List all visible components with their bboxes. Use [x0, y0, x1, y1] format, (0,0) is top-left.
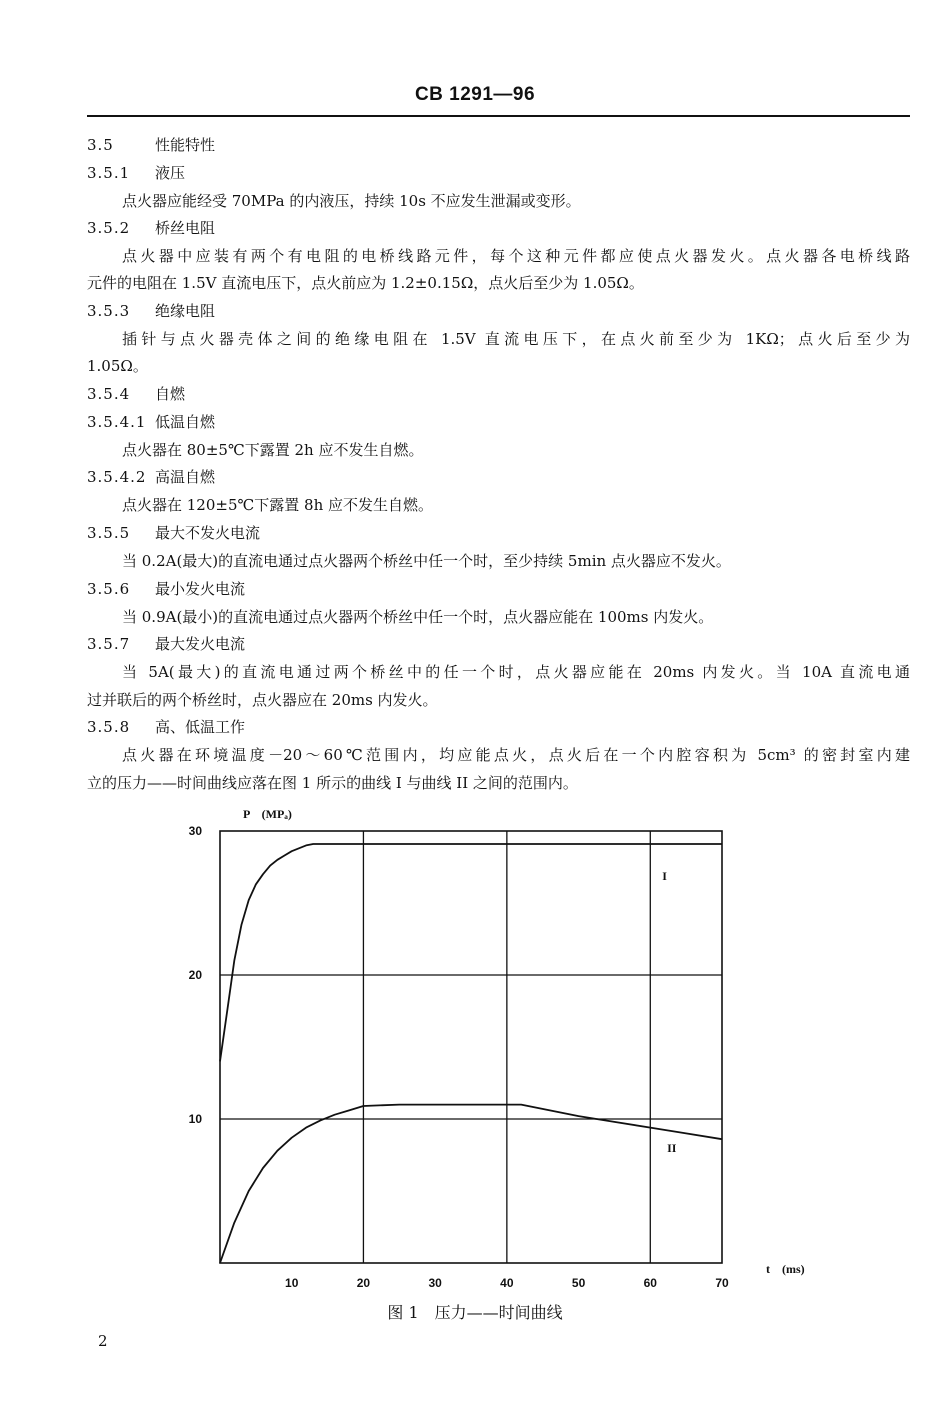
chart-series — [220, 844, 722, 1263]
section-3-5-7-body-line1: 当 5A(最大)的直流电通过两个桥丝中的任一个时，点火器应能在 20ms 内发火。当 10A 直流电通 — [122, 663, 910, 681]
figure-caption: 图 1 压力——时间曲线 — [387, 1303, 563, 1322]
curve-i — [220, 844, 722, 1061]
section-title: 绝缘电阻 — [155, 302, 216, 320]
section-number: 3.5.7 — [87, 635, 131, 653]
section-3-5-3-body-line2: 1.05Ω。 — [87, 357, 148, 375]
section-title: 自燃 — [155, 385, 186, 403]
section-3-5-4-2-body: 点火器在 120±5℃下露置 8h 应不发生自燃。 — [122, 496, 434, 514]
section-title: 最大不发火电流 — [155, 524, 261, 542]
section-3-5-2-body-line2: 元件的电阻在 1.5V 直流电压下，点火前应为 1.2±0.15Ω，点火后至少为 1.05Ω。 — [87, 274, 644, 292]
section-title: 最小发火电流 — [155, 580, 246, 598]
section-3-5-7-body-line2: 过并联后的两个桥丝时，点火器应在 20ms 内发火。 — [87, 691, 438, 709]
section-number: 3.5 — [87, 136, 114, 154]
curve-label-ii: II — [667, 1141, 677, 1156]
section-title: 高温自燃 — [155, 468, 216, 486]
section-title: 桥丝电阻 — [155, 219, 216, 237]
x-tick-label: 10 — [285, 1276, 299, 1290]
x-axis-label: t (ms) — [766, 1262, 805, 1276]
section-3-5-6-body: 当 0.9A(最小)的直流电通过点火器两个桥丝中任一个时，点火器应能在 100ms 内发火。 — [122, 608, 714, 626]
section-number: 3.5.4.1 — [87, 413, 147, 431]
chart-grid — [220, 831, 722, 1263]
standard-code: CB 1291—96 — [414, 84, 536, 105]
section-number: 3.5.4.2 — [87, 468, 147, 486]
y-tick-label: 20 — [188, 968, 202, 982]
section-number: 3.5.2 — [87, 219, 131, 237]
section-number: 3.5.3 — [87, 302, 131, 320]
y-axis-label: P (MPₐ) — [243, 807, 292, 821]
x-tick-label: 40 — [500, 1276, 514, 1290]
section-title: 低温自燃 — [155, 413, 216, 431]
curve-label-i: I — [662, 868, 667, 883]
y-tick-label: 10 — [188, 1112, 202, 1126]
section-3-5-4-1-body: 点火器在 80±5℃下露置 2h 应不发生自燃。 — [122, 441, 424, 459]
section-number: 3.5.6 — [87, 580, 131, 598]
y-tick-label: 30 — [188, 824, 202, 838]
section-number: 3.5.1 — [87, 164, 131, 182]
section-title: 性能特性 — [155, 136, 216, 154]
section-3-5-3-body-line1: 插针与点火器壳体之间的绝缘电阻在 1.5V 直流电压下，在点火前至少为 1KΩ；点火后至少为 — [122, 330, 910, 348]
section-3-5-8-body-line2: 立的压力——时间曲线应落在图 1 所示的曲线 I 与曲线 II 之间的范围内。 — [87, 774, 578, 792]
x-tick-label: 70 — [715, 1276, 729, 1290]
section-title: 最大发火电流 — [155, 635, 246, 653]
page-number: 2 — [98, 1332, 108, 1350]
section-title: 高、低温工作 — [155, 718, 246, 736]
section-number: 3.5.8 — [87, 718, 131, 736]
section-number: 3.5.4 — [87, 385, 131, 403]
section-title: 液压 — [155, 164, 186, 182]
x-tick-label: 50 — [571, 1276, 586, 1290]
x-tick-label: 60 — [643, 1276, 657, 1290]
x-tick-label: 20 — [356, 1276, 371, 1290]
curve-ii — [220, 1105, 722, 1263]
section-3-5-1-body: 点火器应能经受 70MPa 的内液压，持续 10s 不应发生泄漏或变形。 — [122, 192, 581, 210]
section-3-5-8-body-line1: 点火器在环境温度－20～60℃范围内，均应能点火，点火后在一个内腔容积为 5cm³ 的密封室内建 — [122, 746, 910, 764]
plot-frame — [220, 831, 722, 1263]
section-3-5-2-body-line1: 点火器中应装有两个有电阻的电桥线路元件，每个这种元件都应使点火器发火。点火器各电桥线路 — [122, 247, 910, 265]
x-tick-label: 30 — [428, 1276, 442, 1290]
section-number: 3.5.5 — [87, 524, 131, 542]
chart-labels — [189, 807, 805, 1290]
section-3-5-5-body: 当 0.2A(最大)的直流电通过点火器两个桥丝中任一个时，至少持续 5min 点火器应不发火。 — [122, 552, 731, 570]
